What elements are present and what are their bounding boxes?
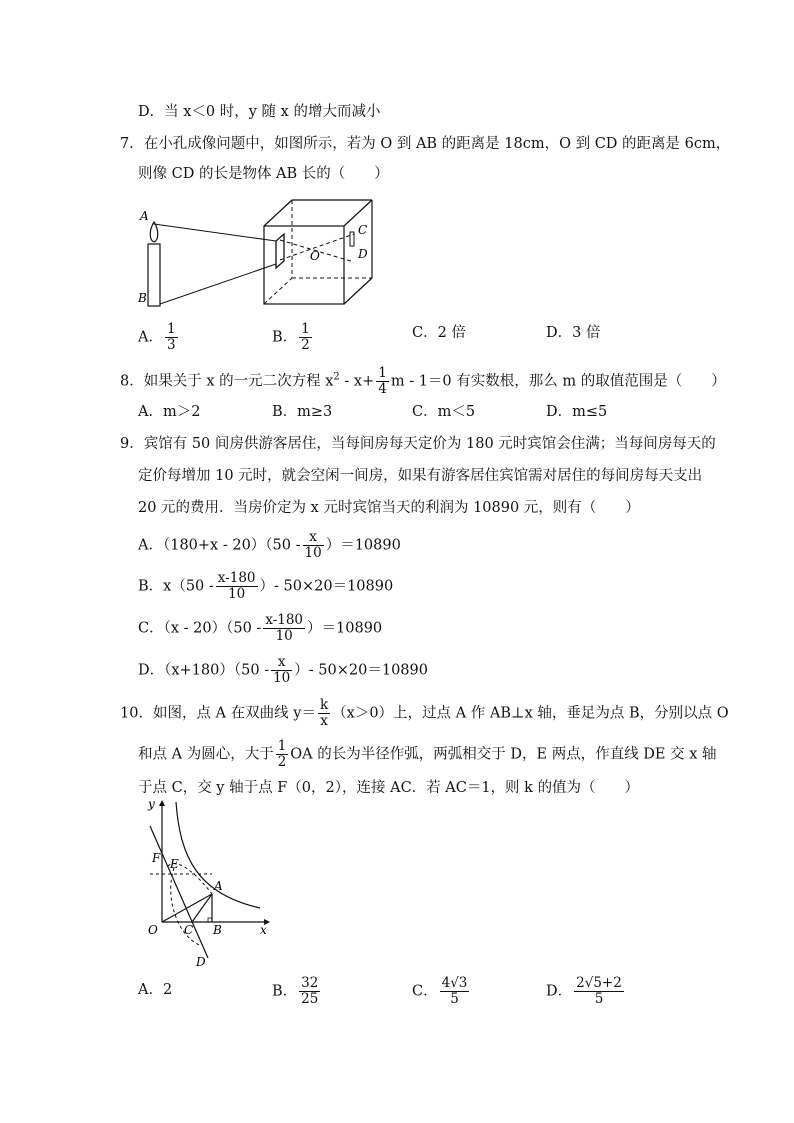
q10-line2-post: OA 的长为半径作弧，两弧相交于 D，E 两点，作直线 DE 交 x 轴 [290,746,717,763]
q9-option-b-den: 10 [228,586,246,602]
q9-option-a-num: x [303,530,324,546]
q7-stem-line1: 7．在小孔成像问题中，如图所示，若为 O 到 AB 的距离是 18cm，O 到 CD 的距离是 6cm， [120,136,731,152]
q7-option-a[interactable] [138,322,180,353]
q7-option-c[interactable]: C．2 倍 [412,325,466,341]
q9-option-a-den: 10 [304,545,322,561]
q10-label-f: F [152,851,161,865]
q10-line2-den: 2 [277,754,287,770]
q7-option-b[interactable] [272,322,314,353]
q10-stem-line2 [138,739,717,770]
q7-option-a-num: 1 [166,321,176,337]
q8-frac-num: 1 [378,365,387,381]
q8-frac-den: 4 [378,381,387,397]
q8-option-d[interactable]: D．m≤5 [546,404,608,420]
q9-option-c[interactable] [138,613,382,644]
q9-option-b-num: x-180 [217,570,256,586]
q7-option-b-num: 1 [301,321,310,337]
q8-option-a[interactable]: A．m＞2 [138,404,201,420]
q7-label-c: C [358,223,368,237]
q10-label-x: x [260,923,267,937]
pinhole-plate [276,234,284,268]
q7-label-b: B [138,291,147,305]
q9-option-a[interactable] [138,530,401,561]
q8-option-b[interactable]: B．m≥3 [272,404,333,420]
candle-body [148,244,160,306]
q9-option-b-pre: B．x（50 - [138,578,214,595]
q10-line1-den: x [320,713,328,729]
q9-option-b[interactable] [138,571,393,602]
q10-label-d: D [196,955,206,969]
y-axis-arrow [159,800,165,806]
cube-edge [264,200,292,226]
q10-line1-post: （x＞0）上，过点 A 作 AB⊥x 轴，垂足为点 B，分别以点 O [332,705,729,722]
q9-stem-line3: 20 元的费用．当房价定为 x 元时宾馆当天的利润为 10890 元，则有（ ） [138,500,640,516]
q10-option-d-prefix: D． [546,983,573,1000]
ray-top [154,224,276,241]
q8-stem-pre: 8．如果关于 x 的一元二次方程 x [120,373,334,390]
q7-label-o: O [310,249,320,263]
q8-option-c[interactable]: C．m＜5 [412,404,476,420]
candle-flame [150,222,158,242]
cube-hidden-edge [264,278,292,304]
q10-label-o: O [148,923,158,937]
q9-stem-line2: 定价每增加 10 元时，就会空闲一间房，如果有游客居住宾馆需对居住的每间房每天支出 [138,468,703,484]
q7-option-a-prefix: A． [138,329,163,346]
q7-option-d[interactable]: D．3 倍 [546,325,601,341]
q9-option-c-num: x-180 [265,612,304,628]
q9-option-b-post: ）- 50×20＝10890 [259,578,394,595]
q8-stem-mid: - x+ [339,373,375,390]
q9-option-d-den: 10 [273,670,291,686]
q7-option-a-den: 3 [166,337,176,353]
q10-hyperbola-figure [138,798,276,970]
q10-option-b-den: 25 [301,991,319,1007]
q7-option-b-prefix: B． [272,329,298,346]
q10-label-c: C [184,923,194,937]
q9-stem-line1: 9．宾馆有 50 间房供游客居住，当每间房每天定价为 180 元时宾馆会住满；当每间房每天的 [120,436,716,452]
q7-label-a: A [140,209,149,223]
q10-option-d-den: 5 [594,991,604,1007]
q10-option-a[interactable]: A．2 [138,982,173,998]
q10-line1-num: k [319,697,329,713]
q8-stem-post: m - 1＝0 有实数根，那么 m 的取值范围是（ ） [390,373,726,390]
q10-option-b-num: 32 [301,975,319,991]
q10-stem-line1 [120,698,729,729]
q7-pinhole-figure [136,196,376,311]
q10-stem-line3: 于点 C，交 y 轴于点 F（0，2），连接 AC．若 AC＝1，则 k 的值为（ ） [138,780,640,796]
q9-option-d-num: x [271,655,292,671]
q9-option-d-pre: D．（x+180）（50 - [138,662,270,679]
q9-option-c-den: 10 [275,628,293,644]
q10-option-c-num: 4√3 [441,975,468,991]
q10-option-b[interactable] [272,976,322,1007]
ray-bottom [160,264,276,304]
q9-option-c-pre: C．（x - 20）（50 - [138,620,262,637]
q10-line2-pre: 和点 A 为圆心，大于 [138,746,274,763]
q7-label-d: D [358,247,368,261]
q10-option-d-num: 2√5+2 [576,975,622,991]
q10-option-b-prefix: B． [272,983,298,1000]
q10-line1-pre: 10．如图，点 A 在双曲线 y＝ [120,705,316,722]
q10-option-c-prefix: C． [412,983,438,1000]
q10-label-e: E [170,857,179,871]
q10-option-c[interactable] [412,976,471,1007]
q9-option-d-post: ）- 50×20＝10890 [294,662,428,679]
cube-edge [344,278,372,304]
q10-label-b: B [213,923,222,937]
q7-option-b-den: 2 [301,337,310,353]
q8-stem-sup: 2 [333,371,340,383]
q10-option-d[interactable] [546,976,626,1007]
q8-stem [120,366,726,397]
line-de [150,826,208,958]
q6-option-d: D．当 x＜0 时，y 随 x 的增大而减小 [138,104,381,120]
q7-stem-line2: 则像 CD 的长是物体 AB 长的（ ） [138,166,389,182]
q10-line2-num: 1 [277,738,287,754]
q9-option-d[interactable] [138,655,428,686]
segment-oa [162,894,212,922]
q10-label-y: y [148,798,155,811]
q9-option-a-post: ）＝10890 [325,537,401,554]
q9-option-a-pre: A．（180+x - 20）（50 - [138,537,301,554]
q10-label-a: A [214,879,223,893]
q10-option-c-den: 5 [450,991,459,1007]
q9-option-c-post: ）＝10890 [307,620,383,637]
